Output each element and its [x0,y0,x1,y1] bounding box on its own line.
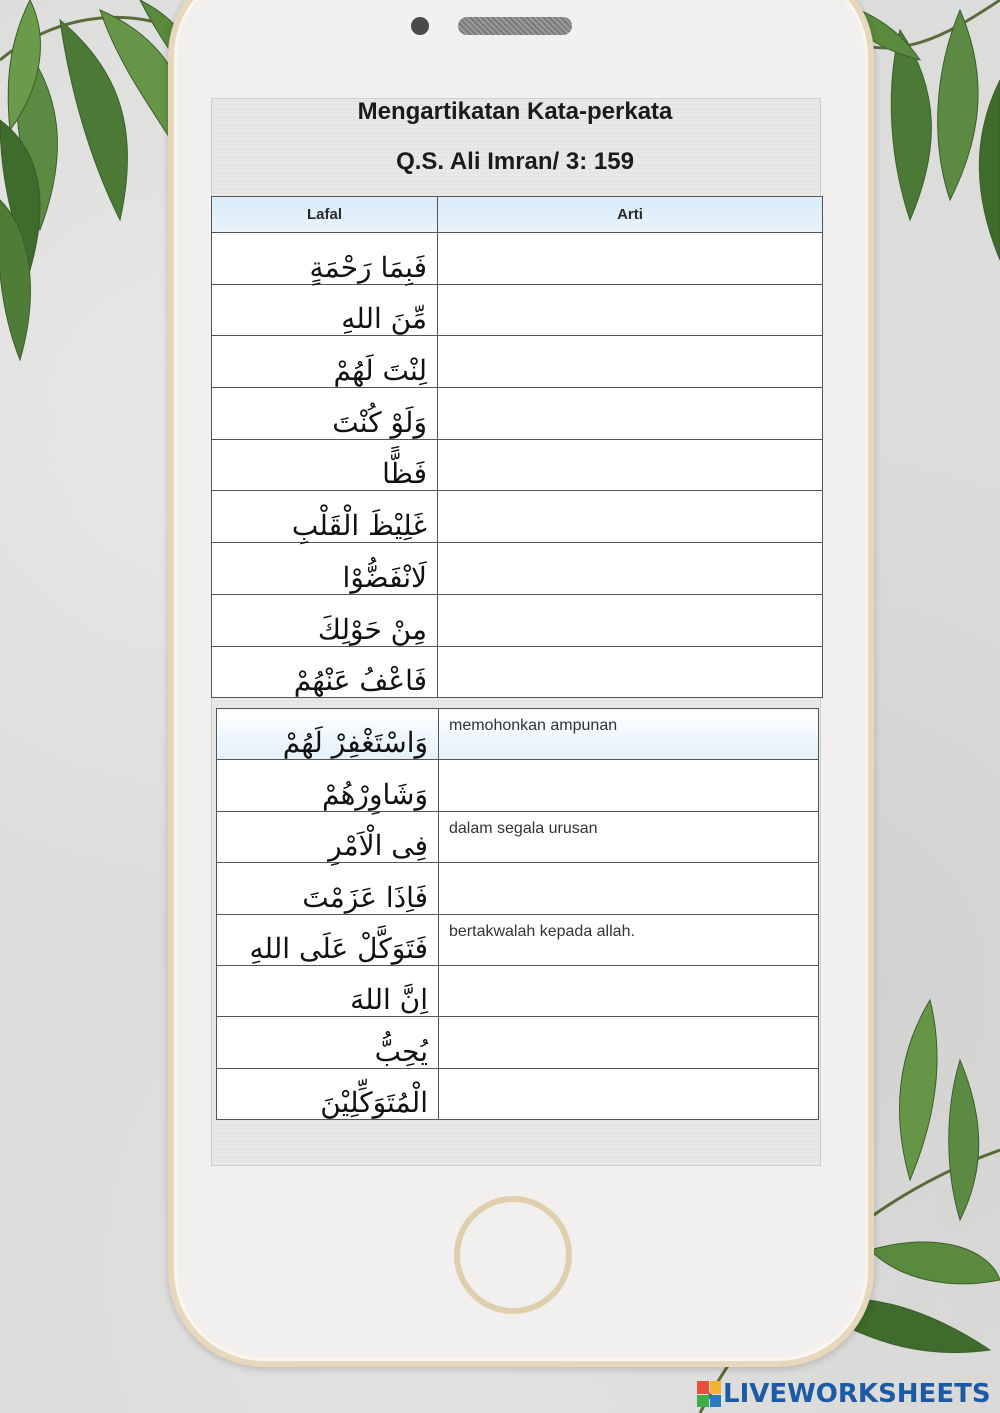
arti-answer-cell[interactable] [438,284,823,336]
table-row [217,709,819,760]
arti-answer-cell[interactable] [439,863,819,914]
lafal-cell: مِنْ حَوْلِكَ [212,594,438,646]
table-row [217,1068,819,1119]
arti-answer-cell[interactable]: memohonkan ampunan [439,709,819,760]
lafal-cell: غَلِيْظَ الْقَلْبِ [212,491,438,543]
table-row [217,811,819,862]
lafal-cell: لَانْفَضُّوْا [212,543,438,595]
arti-answer-cell[interactable] [439,965,819,1016]
table-row [212,491,823,543]
table-row [212,646,823,698]
lafal-cell: فَاِذَا عَزَمْتَ [217,863,439,914]
lafal-cell: يُحِبُّ [217,1017,439,1068]
arti-answer-cell[interactable] [438,491,823,543]
arti-answer-cell[interactable] [438,594,823,646]
lafal-cell: لِنْتَ لَهُمْ [212,336,438,388]
arti-answer-cell[interactable]: dalam segala urusan [439,811,819,862]
column-header-arti: Arti [438,197,823,233]
lafal-cell: فَظًّا [212,439,438,491]
table-row [217,760,819,811]
table-row [212,336,823,388]
liveworksheets-watermark [697,1378,997,1410]
column-header-lafal: Lafal [212,197,438,233]
arti-answer-cell[interactable] [438,388,823,440]
arti-answer-cell[interactable] [438,646,823,698]
arti-answer-cell[interactable]: bertakwalah kepada allah. [439,914,819,965]
arti-answer-cell[interactable] [438,439,823,491]
table-row [217,863,819,914]
table-row [217,965,819,1016]
arti-answer-cell[interactable] [439,1068,819,1119]
lafal-cell: فِى الْاَمْرِ [217,811,439,862]
arti-answer-cell[interactable] [438,336,823,388]
lafal-cell: الْمُتَوَكِّلِيْنَ [217,1068,439,1119]
arti-answer-cell[interactable] [438,233,823,285]
phone-speaker [458,17,572,35]
table-row [212,388,823,440]
lafal-cell: مِّنَ اللهِ [212,284,438,336]
arti-answer-cell[interactable] [439,760,819,811]
table-row [212,439,823,491]
table-row [212,233,823,285]
home-button [454,1196,572,1314]
lafal-cell: فَتَوَكَّلْ عَلَى اللهِ [217,914,439,965]
page-subtitle: Q.S. Ali Imran/ 3: 159 [396,148,634,175]
table-row [212,594,823,646]
vocabulary-table-1 [211,196,823,698]
lafal-cell: وَاسْتَغْفِرْ لَهُمْ [217,709,439,760]
phone-camera [411,17,429,35]
lafal-cell: فَاعْفُ عَنْهُمْ [212,646,438,698]
lafal-cell: وَلَوْ كُنْتَ [212,388,438,440]
watermark-text: LIVEWORKSHEETS [723,1379,991,1409]
lafal-cell: وَشَاوِرْهُمْ [217,760,439,811]
liveworksheets-logo-icon [697,1381,721,1407]
arti-answer-cell[interactable] [438,543,823,595]
table-row [217,914,819,965]
lafal-cell: فَبِمَا رَحْمَةٍ [212,233,438,285]
lafal-cell: اِنَّ اللهَ [217,965,439,1016]
page-title: Mengartikatan Kata-perkata [357,98,673,125]
table-row [212,543,823,595]
vocabulary-table-2 [216,708,819,1120]
table-row [212,284,823,336]
arti-answer-cell[interactable] [439,1017,819,1068]
table-row [217,1017,819,1068]
